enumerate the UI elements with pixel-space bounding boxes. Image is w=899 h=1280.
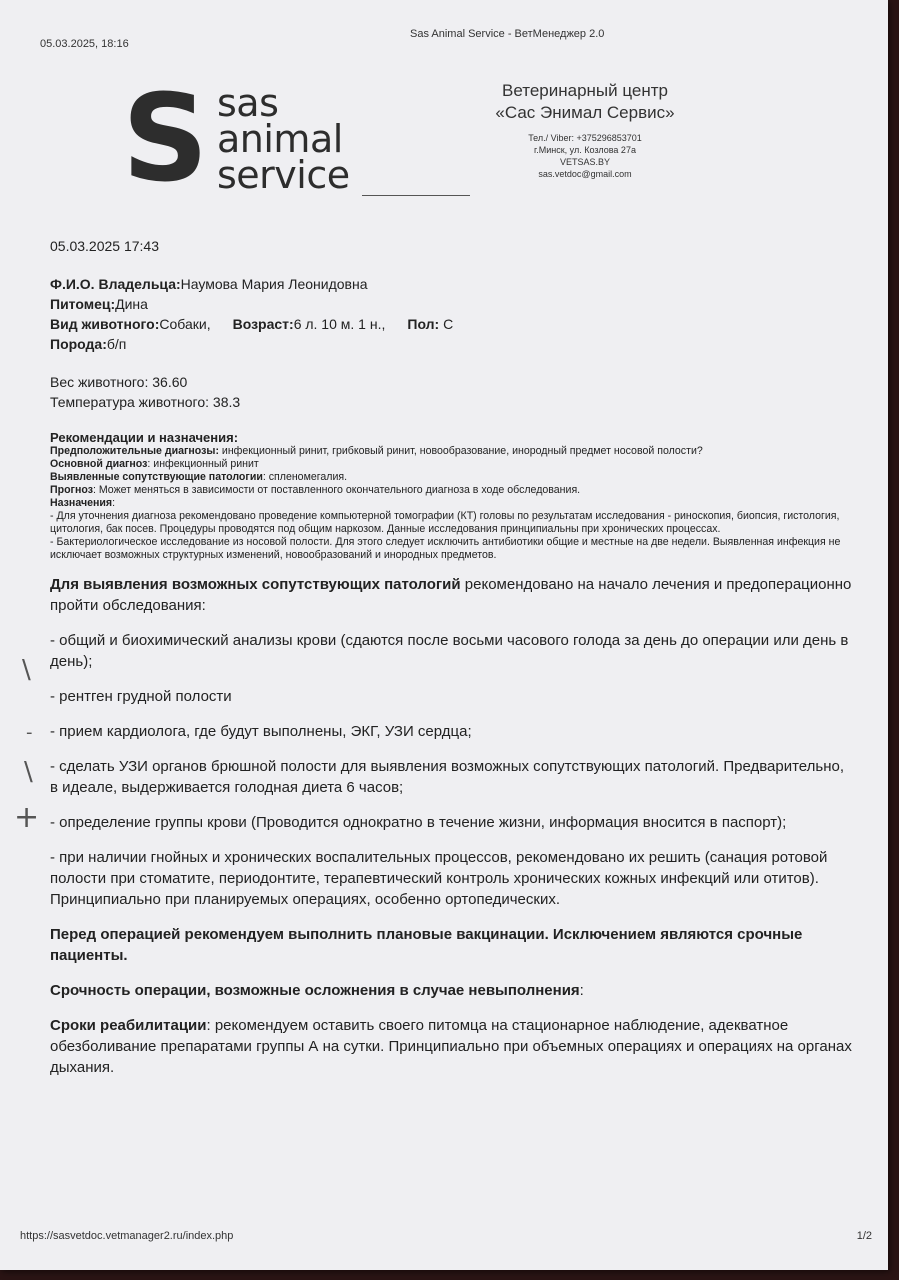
- handwritten-check-mark: \: [24, 757, 33, 787]
- sex-value: С: [439, 316, 454, 332]
- pet-value: Дина: [115, 296, 148, 312]
- breed-value: б/п: [106, 336, 127, 352]
- document-body: [50, 238, 855, 1092]
- comorbidities: [50, 471, 855, 484]
- vitals: [50, 372, 855, 412]
- clinic-site: VETSAS.BY: [559, 157, 611, 167]
- species-row: [50, 314, 855, 334]
- comorbid-label: Выявленные сопутствующие патологии: [50, 471, 263, 483]
- patient-info: [50, 274, 855, 354]
- clinic-logo: [122, 70, 472, 209]
- logo-word-animal: animal: [217, 117, 343, 161]
- pet-label: Питомец:: [50, 296, 116, 312]
- recommendations-heading: Рекомендации и назначения:: [50, 430, 239, 445]
- owner-label: Ф.И.О. Владельца:: [50, 276, 181, 292]
- app-title: Sas Animal Service - ВетМенеджер 2.0: [410, 28, 605, 40]
- clinic-address: г.Минск, ул. Козлова 27а: [534, 145, 636, 155]
- logo-underline: [362, 195, 470, 196]
- exam-item: - рентген грудной полости: [50, 688, 232, 705]
- prescription-item: - Бактериологическое исследование из носовой полости. Для этого следует исключить антибиотики общие и местные на две недели. Выявленная инфекция не исключает возможных структурных изменений, новообразований и инородных предметов.: [50, 536, 841, 561]
- rehab-rest: : рекомендуем оставить своего питомца на стационарное наблюдение, адекватное обезболивание препаратами группы А на сутки. Принципиально при объемных операциях и операциях на органах дыхания.: [50, 1017, 852, 1076]
- prognosis-label: Прогноз: [50, 484, 93, 496]
- logo-text: [217, 81, 350, 197]
- clinic-name-line1: Ветеринарный центр: [502, 81, 668, 100]
- exam-item: - определение группы крови (Проводится однократно в течение жизни, информация вносится в паспорт);: [50, 814, 787, 831]
- urgency-bold: Срочность операции, возможные осложнения в случае невыполнения: [50, 982, 580, 999]
- exams-intro-bold: Для выявления возможных сопутствующих патологий: [50, 576, 461, 593]
- print-datetime: 05.03.2025, 18:16: [40, 38, 129, 50]
- exam-item: - общий и биохимический анализы крови (сдаются после восьми часового голода за день до операции или день в день);: [50, 632, 849, 670]
- logo-word-service: service: [217, 153, 350, 197]
- prescriptions-label: Назначения: [50, 497, 113, 509]
- clinic-info: [475, 80, 695, 180]
- vaccination-note: [50, 924, 855, 966]
- exam-item: - при наличии гнойных и хронических воспалительных процессов, рекомендовано их решить (санация ротовой полости при стоматите, периодонтите, терапевтический контроль хронических кожных инфекций или отитов). Принципиально при планируемых операциях, особенно ортопедических.: [50, 849, 828, 908]
- owner-row: [50, 274, 855, 294]
- exam-item: - сделать УЗИ органов брюшной полости для выявления возможных сопутствующих патологий. Предварительно, в идеале, выдерживается голодная диета 6 часов;: [50, 758, 844, 796]
- sex-label: Пол:: [407, 316, 440, 332]
- breed-row: [50, 334, 855, 354]
- main-diagnosis-label: Основной диагноз: [50, 458, 148, 470]
- temperature: Температура животного: 38.3: [50, 394, 241, 410]
- presumptive-label: Предположительные диагнозы:: [50, 445, 219, 457]
- presumptive-diagnoses: [50, 445, 855, 458]
- species-value: Собаки,: [159, 316, 211, 332]
- urgency-colon: :: [579, 982, 584, 999]
- rehab-bold: Сроки реабилитации: [50, 1017, 207, 1034]
- recommendations: [50, 430, 855, 562]
- clinic-name-line2: «Сас Энимал Сервис»: [495, 103, 675, 122]
- logo-mark: S: [122, 70, 209, 209]
- prescription-item: - Для уточнения диагноза рекомендовано проведение компьютерной томографии (КТ) головы по результатам исследования - риноскопия, биопсия, гистология, цитология, бак посев. Процедуры проводятся под общим наркозом. Данные исследования принципиальны при хронических процессах.: [50, 510, 840, 535]
- clinic-contacts: [475, 132, 695, 180]
- page-number: 1/2: [856, 1230, 872, 1242]
- owner-value: Наумова Мария Леонидовна: [180, 276, 368, 292]
- main-diagnosis: [50, 458, 855, 471]
- breed-label: Порода:: [50, 336, 107, 352]
- clinic-phone: Тел./ Viber: +375296853701: [528, 133, 642, 143]
- vaccination-text: Перед операцией рекомендуем выполнить плановые вакцинации. Исключением являются срочные пациенты.: [50, 926, 803, 964]
- visit-date: 05.03.2025 17:43: [50, 238, 159, 254]
- age-value: 6 л. 10 м. 1 н.,: [293, 316, 386, 332]
- handwritten-check-mark: \: [22, 655, 31, 685]
- exams-intro-rest: рекомендовано на начало лечения и предоперационно пройти обследования:: [50, 576, 852, 614]
- species-label: Вид животного:: [50, 316, 160, 332]
- urgency-note: [50, 980, 855, 1001]
- exams-intro: [50, 574, 855, 616]
- handwritten-dash-mark: -: [26, 722, 33, 743]
- presumptive-value: инфекционный ринит, грибковый ринит, новообразование, инородный предмет носовой полости?: [218, 445, 703, 457]
- comorbid-value: : спленомегалия.: [262, 471, 348, 483]
- prescriptions-colon: :: [112, 497, 116, 509]
- page-url: https://sasvetdoc.vetmanager2.ru/index.php: [20, 1230, 234, 1242]
- prescriptions-label-row: [50, 497, 855, 510]
- rehab-note: [50, 1015, 855, 1078]
- age-label: Возраст:: [232, 316, 294, 332]
- clinic-email: sas.vetdoc@gmail.com: [538, 169, 632, 179]
- pet-row: [50, 294, 855, 314]
- prognosis: [50, 484, 855, 497]
- weight: Вес животного: 36.60: [50, 374, 188, 390]
- logo-word-sas: sas: [217, 81, 279, 125]
- prognosis-value: : Может меняться в зависимости от поставленного окончательного диагноза в ходе обследования.: [92, 484, 581, 496]
- main-diagnosis-value: : инфекционный ринит: [147, 458, 259, 470]
- exam-item: - прием кардиолога, где будут выполнены, ЭКГ, УЗИ сердца;: [50, 723, 472, 740]
- exams-section: [50, 574, 855, 1078]
- handwritten-plus-mark: +: [14, 800, 40, 835]
